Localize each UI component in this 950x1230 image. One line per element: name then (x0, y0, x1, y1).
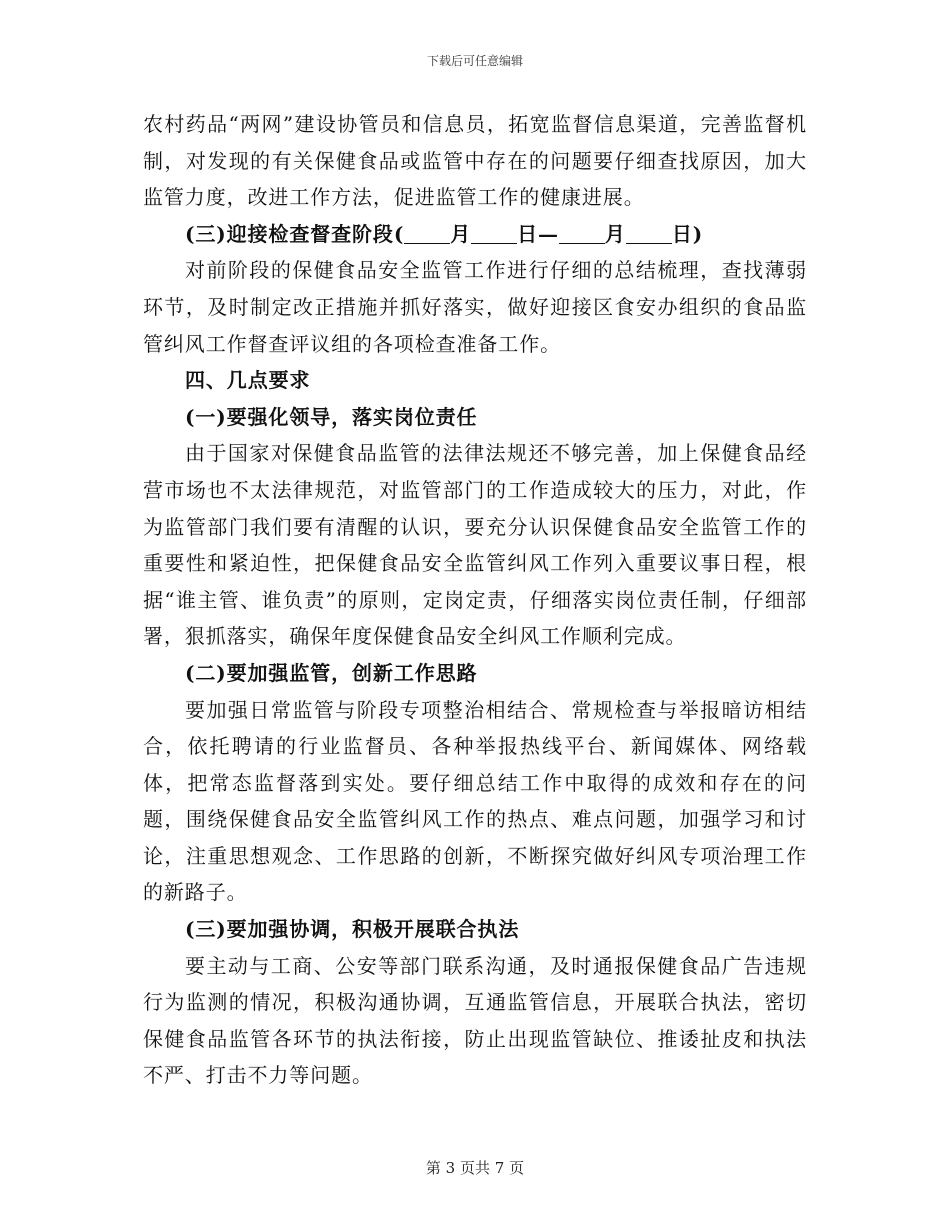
blank-end-month (559, 221, 605, 244)
label-month-end: 月 (604, 221, 626, 246)
paragraph-inspection-prep: 对前阶段的保健食品安全监管工作进行仔细的总结梳理，查找薄弱环节，及时制定改正措施并抓好落实，做好迎接区食安办组织的食品监管纠风工作督查评议组的各项检查准备工作。 (143, 258, 807, 356)
paragraph-coordination: 要主动与工商、公安等部门联系沟通，及时通报保健食品广告违规行为监测的情况，积极沟通协调，互通监管信息，开展联合执法，密切保健食品监管各环节的执法衔接，防止出现监管缺位、推诿扯皮和执法不严、打击不力等问题。 (143, 953, 807, 1088)
label-day-start: 日— (517, 221, 559, 246)
label-month-start: 月 (450, 221, 472, 246)
blank-end-day (626, 221, 672, 244)
paragraph-leadership: 由于国家对保健食品监管的法律法规还不够完善，加上保健食品经营市场也不太法律规范，对监管部门的工作造成较大的压力，对此，作为监管部门我们要有清醒的认识，要充分认识保健食品安全监管工作的重要性和紧迫性，把保健食品安全监管纠风工作列入重要议事日程，根据“谁主管、谁负责”的原则，定岗定责，仔细落实岗位责任制，仔细部署，狠抓落实，确保年度保健食品安全纠风工作顺利完成。 (143, 441, 807, 649)
paragraph-supervision: 要加强日常监管与阶段专项整治相结合、常规检查与举报暗访相结合，依托聘请的行业监督员、各种举报热线平台、新闻媒体、网络载体，把常态监督落到实处。要仔细总结工作中取得的成效和存在的问题，围绕保健食品安全监管纠风工作的热点、难点问题，加强学习和讨论，注重思想观念、工作思路的创新，不断探究做好纠风专项治理工作的新路子。 (143, 697, 807, 905)
heading-requirement-coordination: (三)要加强协调，积极开展联合执法 (185, 917, 520, 942)
heading-inspection-stage-prefix: (三)迎接检查督查阶段( (185, 221, 405, 246)
heading-requirement-leadership: (一)要强化领导，落实岗位责任 (185, 404, 478, 429)
label-day-end: 日) (671, 221, 704, 246)
heading-inspection-stage (143, 216, 807, 253)
heading-requirement-supervision: (二)要加强监管，创新工作思路 (185, 660, 478, 685)
paragraph-monitoring-mechanism: 农村药品“两网”建设协管员和信息员，拓宽监督信息渠道，完善监督机制，对发现的有关保健食品或监管中存在的问题要仔细查找原因，加大监管力度，改进工作方法，促进监管工作的健康进展。 (143, 112, 807, 210)
page-header: 下载后可任意编辑 (426, 54, 523, 68)
document-body (143, 106, 807, 1094)
heading-section-requirements: 四、几点要求 (185, 368, 311, 393)
page-footer: 第 3 页共 7 页 (425, 1159, 525, 1177)
blank-start-day (471, 221, 517, 244)
blank-start-month (404, 221, 450, 244)
